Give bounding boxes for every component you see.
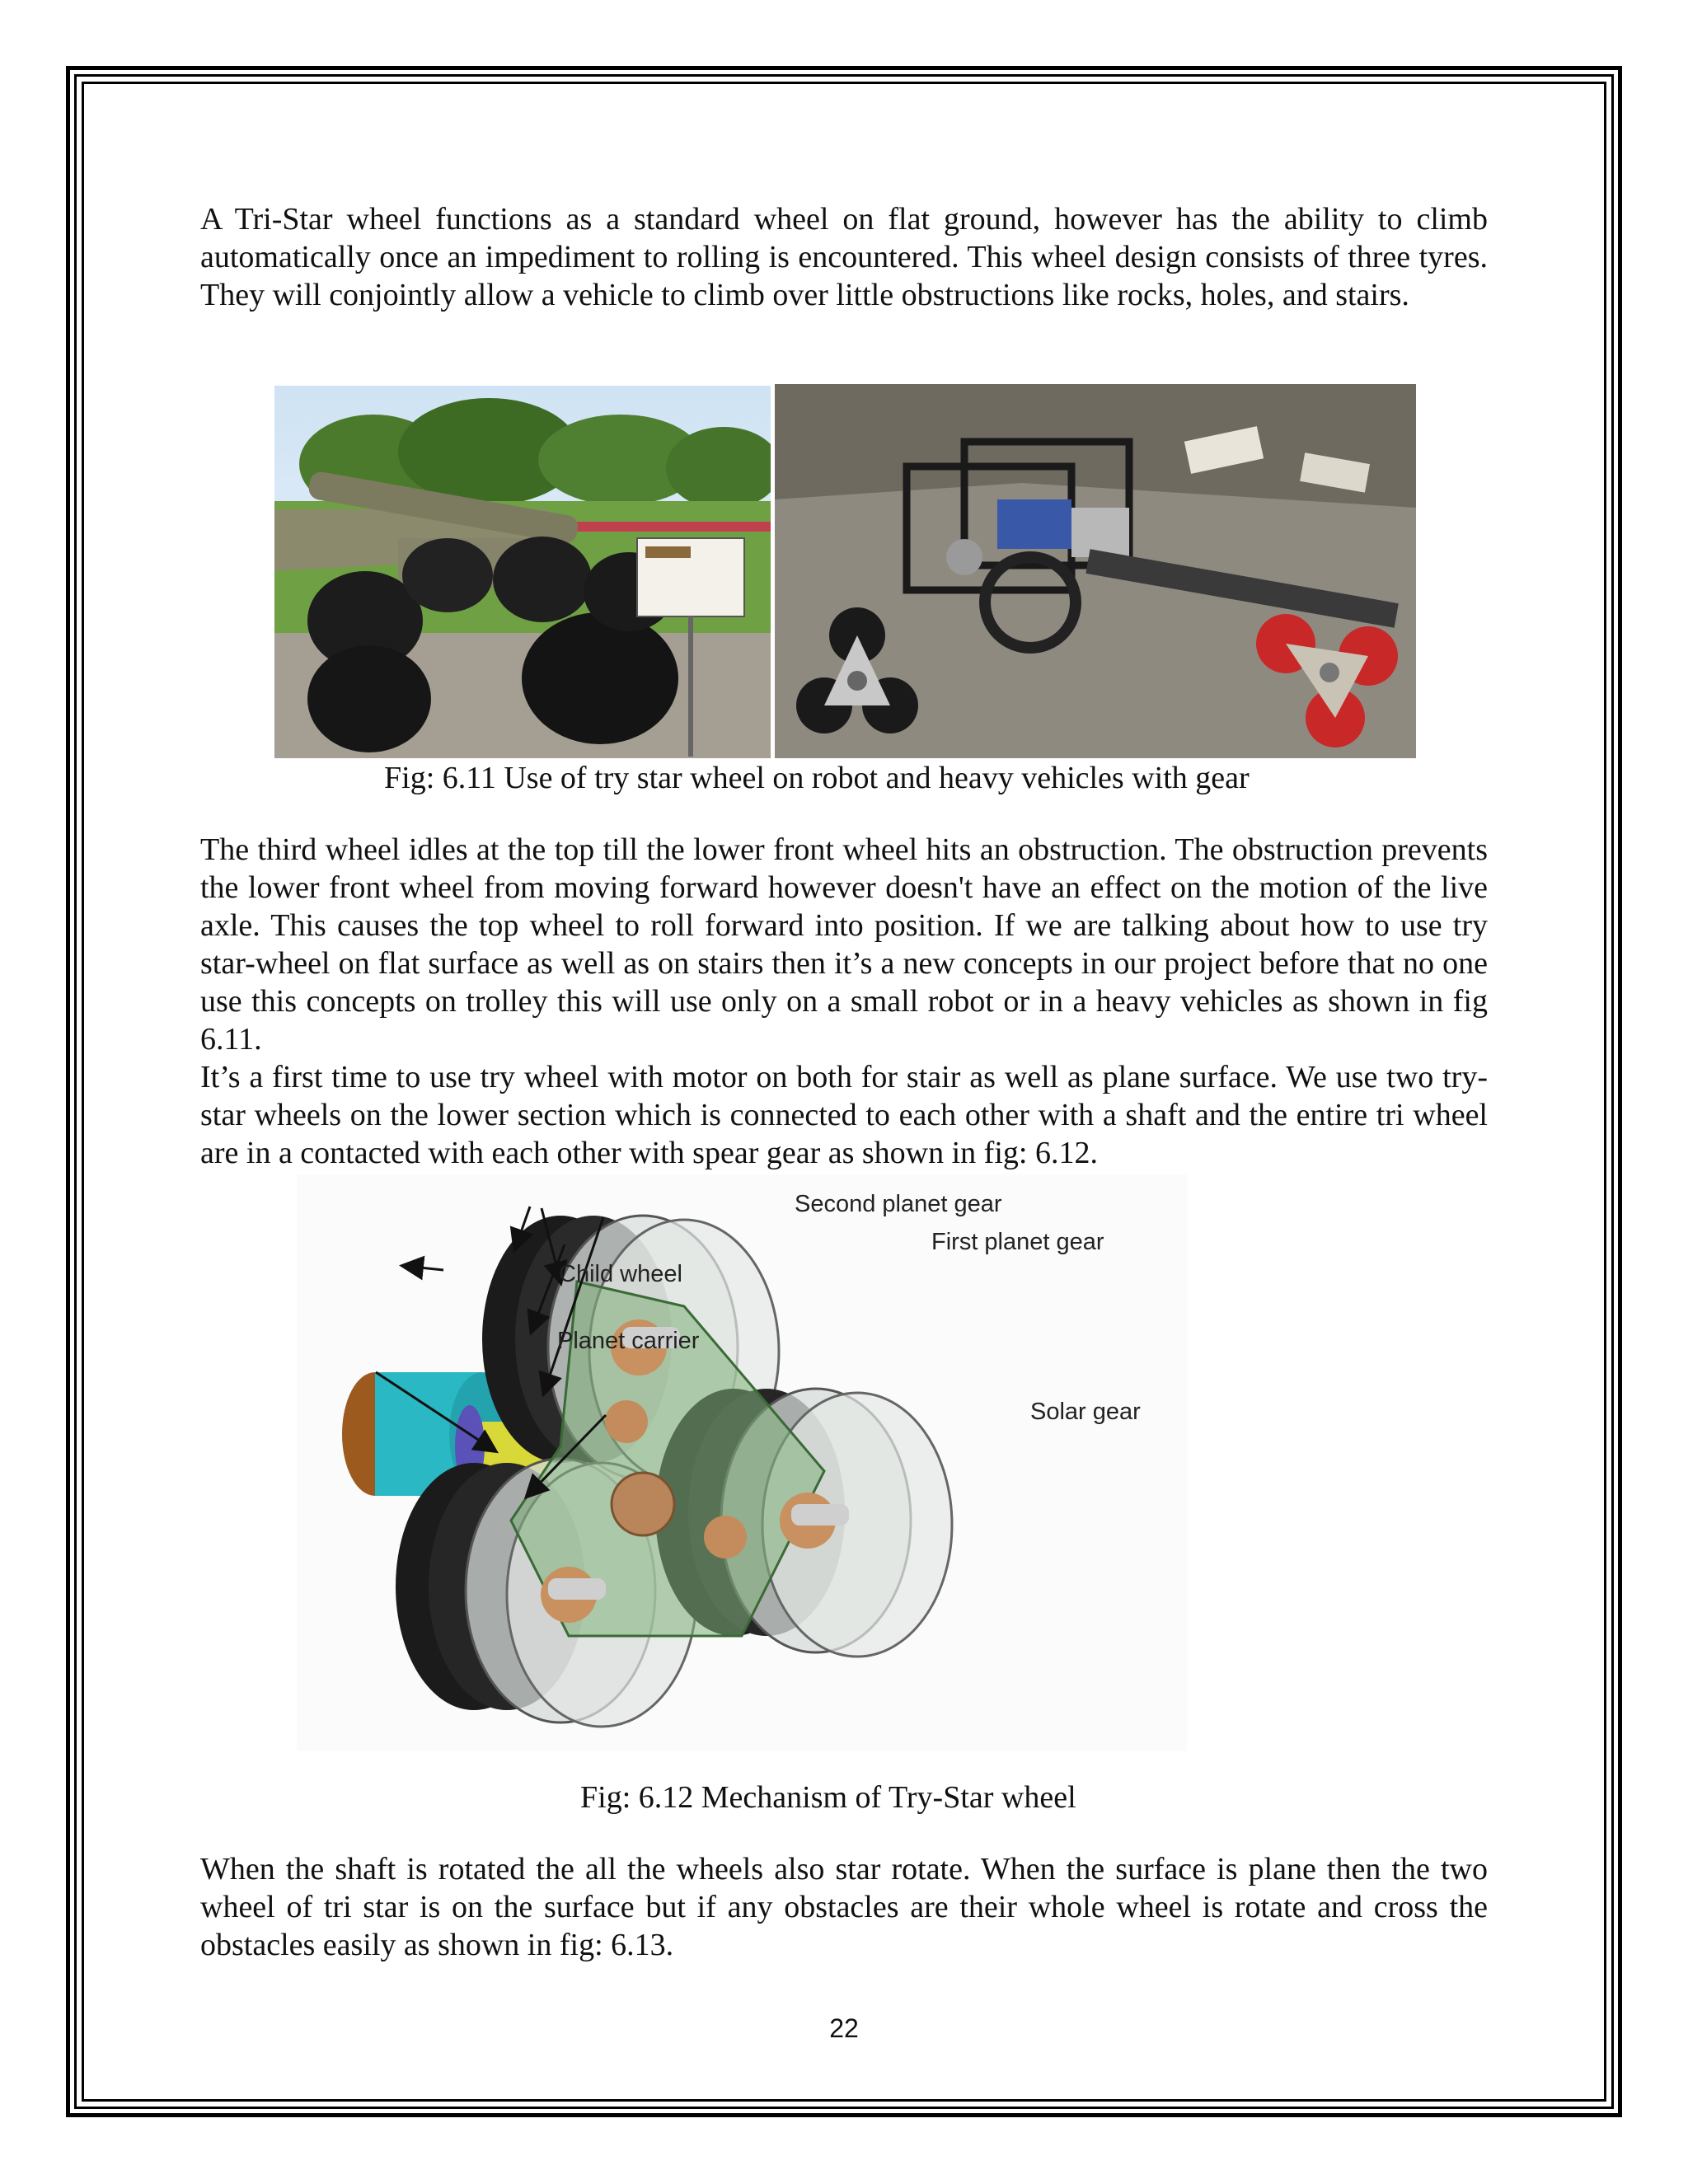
label-second-planet-gear: Second planet gear bbox=[795, 1191, 1002, 1217]
paragraph-shaft-rotation: When the shaft is rotated the all the wheels also star rotate. When the surface is plane then the two wheel of tri star is on the surface but if any obstacles are their whole wheel is rotate and cross the obstacles easily as shown in fig: 6.13. bbox=[200, 1852, 1488, 1962]
robot-photo bbox=[775, 384, 1416, 758]
tri-star-mechanism-diagram bbox=[297, 1174, 1187, 1751]
figure-6-12-caption: Fig: 6.12 Mechanism of Try-Star wheel bbox=[580, 1780, 1076, 1815]
label-planet-carrier: Planet carrier bbox=[557, 1328, 700, 1354]
paragraph-first-time: It’s a first time to use try wheel with motor on both for stair as well as plane surface. We use two try-star wheels on the lower section which is connected to each other with a shaft and the entire tri wheel are in a contacted with each other with spear gear as shown in fig: 6.12. bbox=[200, 1060, 1488, 1170]
paragraph-third-wheel: The third wheel idles at the top till the lower front wheel hits an obstruction. The obstruction prevents the lower front wheel from moving forward however doesn't have an effect on the motion of the live axle. This causes the top wheel to roll forward into position. If we are talking about how to use try star-wheel on flat surface as well as on stairs then it’s a new concepts in our project before that no one use this concepts on trolley this will use only on a small robot or in a heavy vehicles as shown in fig 6.11. bbox=[200, 832, 1488, 1057]
label-child-wheel: Child wheel bbox=[559, 1261, 682, 1287]
figure-6-11-caption: Fig: 6.11 Use of try star wheel on robot and heavy vehicles with gear bbox=[384, 761, 1250, 795]
label-first-planet-gear: First planet gear bbox=[931, 1229, 1104, 1255]
label-solar-gear: Solar gear bbox=[1030, 1399, 1141, 1425]
artillery-photo bbox=[274, 386, 771, 758]
page-number: 22 bbox=[829, 2013, 859, 2043]
paragraph-intro: A Tri-Star wheel functions as a standard wheel on flat ground, however has the ability to climb automatically once an impediment to rolling is encountered. This wheel design consists of three tyres. They will conjointly allow a vehicle to climb over little obstructions like rocks, holes, and stairs. bbox=[200, 202, 1488, 312]
